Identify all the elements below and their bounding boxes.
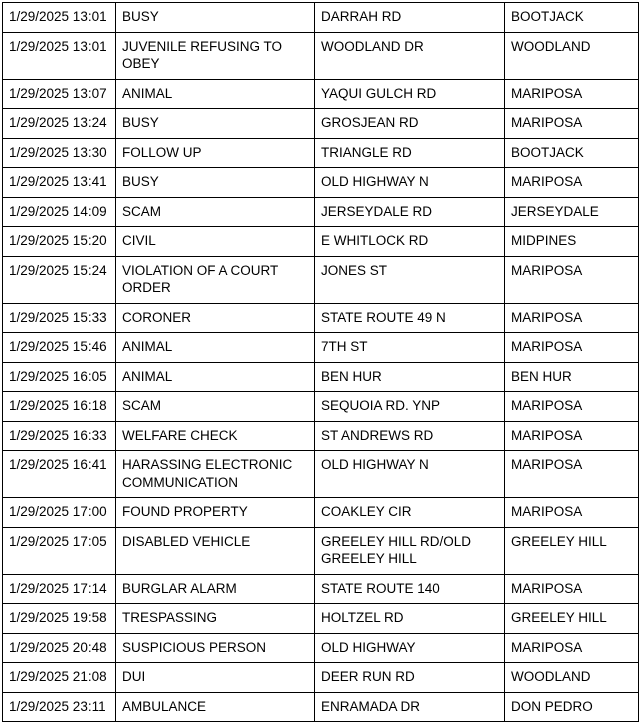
- cell-call-type: BUSY: [116, 3, 315, 33]
- cell-datetime: 1/29/2025 17:14: [3, 574, 116, 604]
- cell-address: WOODLAND DR: [315, 32, 505, 79]
- table-row: [3, 79, 639, 109]
- cell-datetime: 1/29/2025 15:20: [3, 227, 116, 257]
- cell-address: YAQUI GULCH RD: [315, 79, 505, 109]
- cell-datetime: 1/29/2025 17:00: [3, 498, 116, 528]
- call-log-table: [2, 2, 639, 722]
- table-row: [3, 109, 639, 139]
- cell-address: TRIANGLE RD: [315, 138, 505, 168]
- cell-datetime: 1/29/2025 23:11: [3, 692, 116, 722]
- table-row: [3, 392, 639, 422]
- cell-call-type: FOLLOW UP: [116, 138, 315, 168]
- cell-datetime: 1/29/2025 13:30: [3, 138, 116, 168]
- cell-location: MARIPOSA: [505, 79, 639, 109]
- cell-address: ENRAMADA DR: [315, 692, 505, 722]
- cell-location: BOOTJACK: [505, 138, 639, 168]
- table-row: [3, 138, 639, 168]
- cell-call-type: AMBULANCE: [116, 692, 315, 722]
- cell-datetime: 1/29/2025 16:33: [3, 421, 116, 451]
- cell-datetime: 1/29/2025 20:48: [3, 633, 116, 663]
- cell-datetime: 1/29/2025 16:41: [3, 451, 116, 498]
- table-row: [3, 498, 639, 528]
- cell-address: OLD HIGHWAY: [315, 633, 505, 663]
- cell-location: BEN HUR: [505, 362, 639, 392]
- cell-call-type: FOUND PROPERTY: [116, 498, 315, 528]
- cell-call-type: CIVIL: [116, 227, 315, 257]
- cell-location: WOODLAND: [505, 663, 639, 693]
- cell-datetime: 1/29/2025 15:24: [3, 256, 116, 303]
- cell-location: MARIPOSA: [505, 574, 639, 604]
- table-row: [3, 3, 639, 33]
- cell-call-type: DUI: [116, 663, 315, 693]
- cell-datetime: 1/29/2025 19:58: [3, 604, 116, 634]
- cell-call-type: ANIMAL: [116, 362, 315, 392]
- cell-address: GROSJEAN RD: [315, 109, 505, 139]
- cell-address: GREELEY HILL RD/OLD GREELEY HILL: [315, 527, 505, 574]
- table-row: [3, 451, 639, 498]
- cell-call-type: WELFARE CHECK: [116, 421, 315, 451]
- table-row: [3, 32, 639, 79]
- cell-datetime: 1/29/2025 15:46: [3, 333, 116, 363]
- cell-call-type: BURGLAR ALARM: [116, 574, 315, 604]
- table-row: [3, 227, 639, 257]
- cell-address: JERSEYDALE RD: [315, 197, 505, 227]
- cell-location: MARIPOSA: [505, 109, 639, 139]
- cell-location: GREELEY HILL: [505, 527, 639, 574]
- cell-datetime: 1/29/2025 21:08: [3, 663, 116, 693]
- cell-address: 7TH ST: [315, 333, 505, 363]
- cell-address: OLD HIGHWAY N: [315, 168, 505, 198]
- table-row: [3, 256, 639, 303]
- cell-address: OLD HIGHWAY N: [315, 451, 505, 498]
- cell-datetime: 1/29/2025 14:09: [3, 197, 116, 227]
- cell-call-type: BUSY: [116, 109, 315, 139]
- cell-location: MARIPOSA: [505, 168, 639, 198]
- cell-address: DARRAH RD: [315, 3, 505, 33]
- call-log-body: [3, 3, 639, 722]
- cell-call-type: JUVENILE REFUSING TO OBEY: [116, 32, 315, 79]
- cell-datetime: 1/29/2025 17:05: [3, 527, 116, 574]
- cell-datetime: 1/29/2025 13:24: [3, 109, 116, 139]
- cell-location: DON PEDRO: [505, 692, 639, 722]
- cell-address: STATE ROUTE 49 N: [315, 303, 505, 333]
- cell-datetime: 1/29/2025 13:01: [3, 3, 116, 33]
- cell-location: MARIPOSA: [505, 303, 639, 333]
- table-row: [3, 604, 639, 634]
- cell-location: MARIPOSA: [505, 633, 639, 663]
- cell-address: E WHITLOCK RD: [315, 227, 505, 257]
- cell-location: MARIPOSA: [505, 498, 639, 528]
- cell-call-type: TRESPASSING: [116, 604, 315, 634]
- cell-datetime: 1/29/2025 15:33: [3, 303, 116, 333]
- cell-location: JERSEYDALE: [505, 197, 639, 227]
- cell-location: GREELEY HILL: [505, 604, 639, 634]
- cell-address: SEQUOIA RD. YNP: [315, 392, 505, 422]
- cell-call-type: SUSPICIOUS PERSON: [116, 633, 315, 663]
- cell-call-type: CORONER: [116, 303, 315, 333]
- cell-address: DEER RUN RD: [315, 663, 505, 693]
- cell-location: MARIPOSA: [505, 392, 639, 422]
- cell-datetime: 1/29/2025 13:07: [3, 79, 116, 109]
- cell-address: COAKLEY CIR: [315, 498, 505, 528]
- table-row: [3, 692, 639, 722]
- table-row: [3, 421, 639, 451]
- cell-location: MARIPOSA: [505, 333, 639, 363]
- table-row: [3, 197, 639, 227]
- table-row: [3, 527, 639, 574]
- cell-call-type: HARASSING ELECTRONIC COMMUNICATION: [116, 451, 315, 498]
- cell-address: STATE ROUTE 140: [315, 574, 505, 604]
- cell-address: BEN HUR: [315, 362, 505, 392]
- cell-address: JONES ST: [315, 256, 505, 303]
- cell-location: MARIPOSA: [505, 451, 639, 498]
- cell-location: MARIPOSA: [505, 256, 639, 303]
- cell-call-type: VIOLATION OF A COURT ORDER: [116, 256, 315, 303]
- cell-location: BOOTJACK: [505, 3, 639, 33]
- cell-datetime: 1/29/2025 13:01: [3, 32, 116, 79]
- cell-datetime: 1/29/2025 16:05: [3, 362, 116, 392]
- table-row: [3, 168, 639, 198]
- cell-location: MIDPINES: [505, 227, 639, 257]
- table-row: [3, 663, 639, 693]
- table-row: [3, 303, 639, 333]
- table-row: [3, 633, 639, 663]
- cell-address: ST ANDREWS RD: [315, 421, 505, 451]
- cell-call-type: DISABLED VEHICLE: [116, 527, 315, 574]
- cell-datetime: 1/29/2025 13:41: [3, 168, 116, 198]
- cell-call-type: ANIMAL: [116, 333, 315, 363]
- cell-call-type: SCAM: [116, 392, 315, 422]
- cell-call-type: SCAM: [116, 197, 315, 227]
- cell-datetime: 1/29/2025 16:18: [3, 392, 116, 422]
- cell-location: WOODLAND: [505, 32, 639, 79]
- cell-call-type: ANIMAL: [116, 79, 315, 109]
- table-row: [3, 362, 639, 392]
- table-row: [3, 574, 639, 604]
- cell-address: HOLTZEL RD: [315, 604, 505, 634]
- cell-location: MARIPOSA: [505, 421, 639, 451]
- table-row: [3, 333, 639, 363]
- cell-call-type: BUSY: [116, 168, 315, 198]
